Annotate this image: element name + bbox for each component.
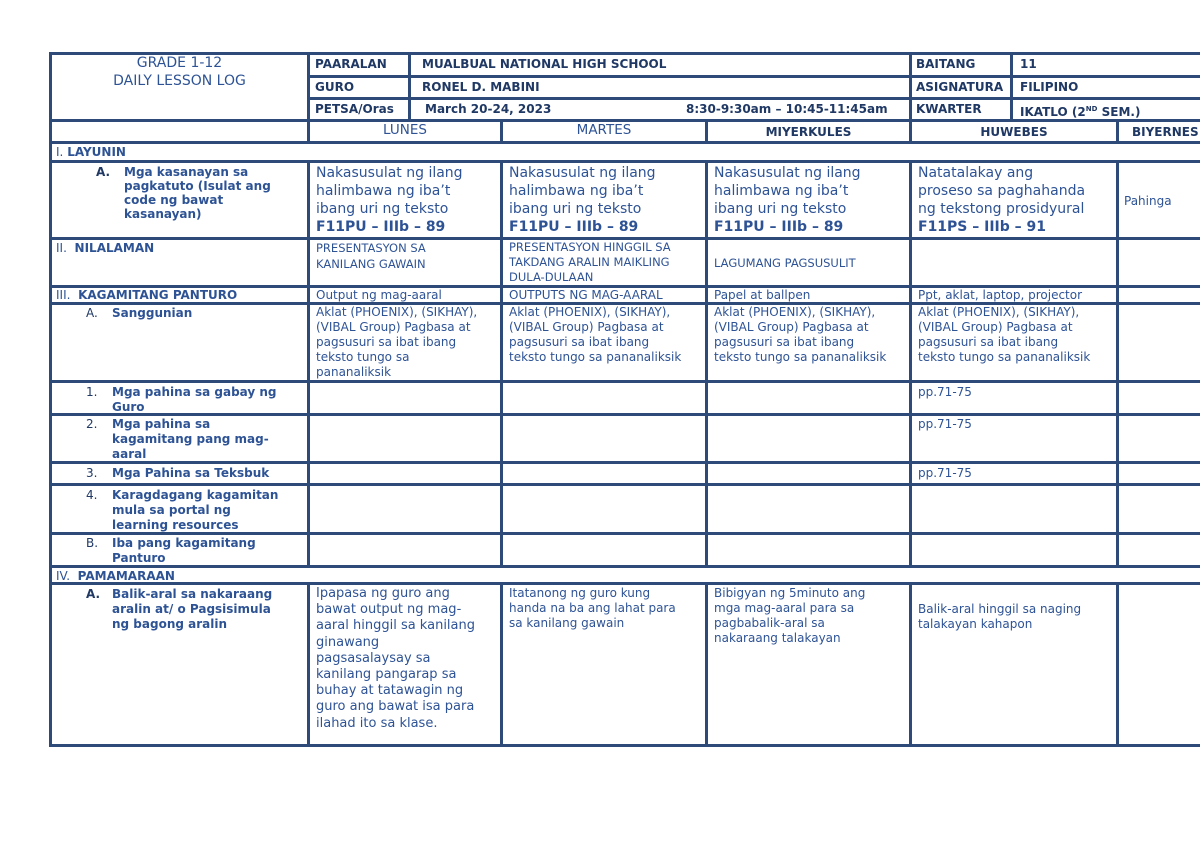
teacher-value: RONEL D. MABINI: [422, 80, 540, 94]
table-border: [49, 582, 1200, 585]
table-border: [500, 582, 503, 747]
subject-label: ASIGNATURA: [916, 80, 1004, 94]
table-border: [49, 483, 1200, 486]
table-border: [49, 52, 52, 747]
kasanayan-miyerkules: Nakasusulat ng ilang halimbawa ng iba’t ibang uri ng teksto F11PU – IIIb – 89: [714, 165, 861, 235]
table-border: [909, 160, 912, 565]
school-label: PAARALAN: [315, 57, 387, 71]
quarter-value: IKATLO (2ND SEM.): [1020, 105, 1141, 119]
table-border: [307, 160, 310, 565]
balik-letter: A.: [86, 587, 101, 601]
subB-letter: B.: [86, 536, 99, 550]
time-value: 8:30-9:30am – 10:45-11:45am: [686, 102, 888, 116]
table-border: [307, 75, 1200, 78]
table-border: [1010, 52, 1013, 119]
table-border: [909, 582, 912, 747]
date-value: March 20-24, 2023: [425, 102, 552, 116]
kagamitan-lunes: Output ng mag-aaral: [316, 288, 442, 302]
balik-huwebes: Balik-aral hinggil sa naging talakayan kahapon: [918, 602, 1082, 631]
subB-label: Iba pang kagamitang Panturo: [112, 536, 256, 565]
grade-label: BAITANG: [916, 57, 976, 71]
sanggunian-letter: A.: [86, 306, 98, 320]
nilalaman-miyerkules: LAGUMANG PAGSUSULIT: [714, 256, 856, 270]
section-pamamaraan: IV. PAMAMARAAN: [56, 569, 175, 583]
sub4-number: 4.: [86, 488, 98, 502]
day-header-huwebes: HUWEBES: [980, 125, 1048, 139]
table-border: [1116, 119, 1119, 141]
table-border: [408, 52, 411, 119]
day-header-lunes: LUNES: [383, 122, 427, 138]
table-border: [307, 97, 1200, 100]
kasanayan-huwebes: Natatalakay ang proseso sa paghahanda ng tekstong prosidyural F11PS – IIIb – 91: [918, 165, 1086, 235]
kasanayan-label: Mga kasanayan sa pagkatuto (Isulat ang code ng bawat kasanayan): [124, 165, 271, 221]
table-border: [705, 160, 708, 565]
document-title: GRADE 1-12: [136, 55, 223, 71]
day-header-biyernes: BIYERNES: [1132, 125, 1199, 139]
subject-value: FILIPINO: [1020, 80, 1079, 94]
balik-lunes: Ipapasa ng guro ang bawat output ng mag- aaral hinggil sa kanilang ginawang pagsasalaysay sa kanilang pangarap sa buhay at tatawagin ng guro ang bawat isa para ilahad ito sa klase.: [316, 586, 475, 731]
section-nilalaman: II. NILALAMAN: [56, 241, 155, 255]
sanggunian-martes: Aklat (PHOENIX), (SIKHAY), (VIBAL Group) Pagbasa at pagsusuri sa ibat ibang teksto tungo sa pananaliksik: [509, 305, 682, 364]
table-border: [500, 160, 503, 565]
table-border: [49, 744, 1200, 747]
table-border: [1116, 160, 1119, 565]
day-header-miyerkules: MIYERKULES: [765, 125, 852, 139]
sub3-label: Mga Pahina sa Teksbuk: [112, 466, 270, 480]
sub2-number: 2.: [86, 417, 98, 431]
kasanayan-lunes: Nakasusulat ng ilang halimbawa ng iba’t ibang uri ng teksto F11PU – IIIb – 89: [316, 165, 463, 235]
table-border: [1116, 582, 1119, 747]
nilalaman-martes: PRESENTASYON HINGGIL SA TAKDANG ARALIN MAIKLING DULA-DULAAN: [509, 240, 671, 284]
section-kagamitan: III. KAGAMITANG PANTURO: [56, 288, 238, 302]
table-border: [49, 380, 1200, 383]
table-border: [49, 160, 1200, 163]
kagamitan-martes: OUTPUTS NG MAG-AARAL: [509, 288, 663, 302]
sub3-huwebes: pp.71-75: [918, 466, 972, 480]
sanggunian-label: Sanggunian: [112, 306, 193, 320]
school-value: MUALBUAL NATIONAL HIGH SCHOOL: [422, 57, 667, 71]
kasanayan-letter: A.: [96, 165, 111, 179]
balik-miyerkules: Bibigyan ng 5minuto ang mga mag-aaral para sa pagbabalik-aral sa nakaraang talakayan: [714, 586, 866, 645]
table-border: [49, 141, 1200, 144]
document-subtitle: DAILY LESSON LOG: [113, 73, 246, 89]
table-border: [705, 582, 708, 747]
sanggunian-miyerkules: Aklat (PHOENIX), (SIKHAY), (VIBAL Group) Pagbasa at pagsusuri sa ibat ibang teksto tungo sa pananaliksik: [714, 305, 887, 364]
nilalaman-lunes: PRESENTASYON SA KANILANG GAWAIN: [316, 241, 426, 271]
quarter-label: KWARTER: [916, 102, 982, 116]
sanggunian-lunes: Aklat (PHOENIX), (SIKHAY), (VIBAL Group) Pagbasa at pagsusuri sa ibat ibang teksto tungo sa pananaliksik: [316, 305, 478, 379]
sanggunian-huwebes: Aklat (PHOENIX), (SIKHAY), (VIBAL Group) Pagbasa at pagsusuri sa ibat ibang teksto tungo sa pananaliksik: [918, 305, 1091, 364]
grade-value: 11: [1020, 57, 1037, 71]
balik-label: Balik-aral sa nakaraang aralin at/ o Pagsisimula ng bagong aralin: [112, 587, 273, 631]
table-border: [307, 582, 310, 747]
date-label: PETSA/Oras: [315, 102, 394, 116]
sub2-label: Mga pahina sa kagamitang pang mag- aaral: [112, 417, 269, 461]
sub1-number: 1.: [86, 385, 98, 399]
kagamitan-miyerkules: Papel at ballpen: [714, 288, 811, 302]
day-header-martes: MARTES: [576, 122, 632, 138]
sub3-number: 3.: [86, 466, 98, 480]
sub4-label: Karagdagang kagamitan mula sa portal ng learning resources: [112, 488, 279, 532]
kagamitan-huwebes: Ppt, aklat, laptop, projector: [918, 288, 1083, 302]
kasanayan-biyernes: Pahinga: [1124, 194, 1172, 208]
kasanayan-martes: Nakasusulat ng ilang halimbawa ng iba’t ibang uri ng teksto F11PU – IIIb – 89: [509, 165, 656, 235]
sub2-huwebes: pp.71-75: [918, 417, 972, 431]
sub1-label: Mga pahina sa gabay ng Guro: [112, 385, 277, 414]
sub1-huwebes: pp.71-75: [918, 385, 972, 399]
section-layunin: I. LAYUNIN: [56, 145, 126, 159]
balik-martes: Itatanong ng guro kung handa na ba ang lahat para sa kanilang gawain: [509, 586, 676, 630]
teacher-label: GURO: [315, 80, 355, 94]
